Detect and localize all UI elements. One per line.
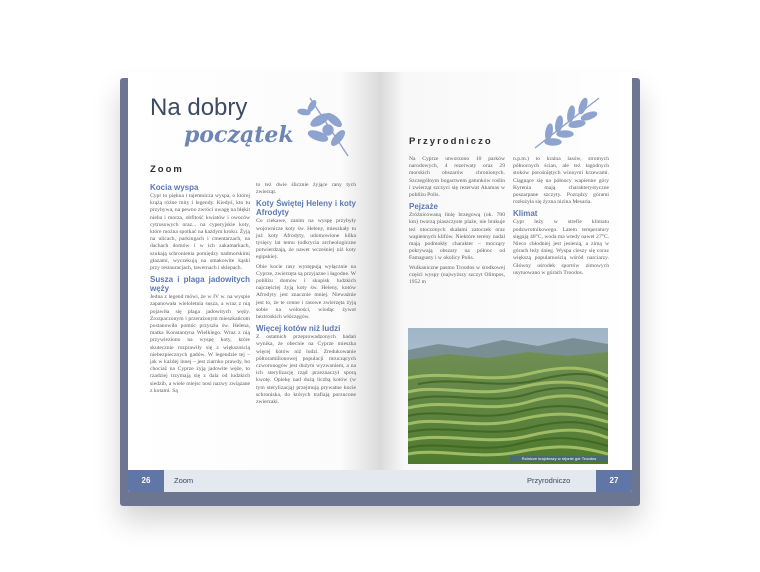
paragraph: to też dwie ślicznie żyjące rany tych zwierząt.: [256, 182, 356, 196]
paragraph: Z ostatnich przeprowadzonych badań wynika, że obecnie na Cyprze mieszka więcej kotów niż ludzi. Zredukowanie półtoramilionowej populacji mruczących czworonogów jest dużym wyzwaniem, a na ich sterylizację rząd przeznaczył sporą kwotę. Opiekę nad dużą liczbą kotów (w tym sterylizacją) przejmują prywatne kocie schroniska, do których trafiają porzucone zwierzaki.: [256, 334, 356, 406]
page-number: 27: [596, 470, 632, 492]
paragraph: Co ciekawe, zanim na wyspę przybyły wojownicze koty św. Heleny, mieszkały tu już koty Afrodyty, udomowione kilka tysięcy lat temu (odkrycia archeologiczne potwierdzają, że nawet wcześniej niż koty egipskie).: [256, 218, 356, 261]
paragraph: Na Cyprze utworzono 10 parków narodowych, 4 rezerwaty oraz 29 morskich obszarów chronionych. Szczególnym bogactwem gatunków roślin i zwierząt szczyci się rezerwat Akamas w pobliżu Polis.: [409, 156, 505, 199]
right-footer: [379, 470, 632, 492]
footer-label: Zoom: [174, 476, 194, 485]
landscape-photo: [408, 328, 608, 464]
subheading-susza: Susza i plaga jadowitych węży: [150, 275, 250, 294]
paragraph: Cypr leży w strefie klimatu podzwrotnikowego. Latem temperatury sięgają 40°C, woda ma wtedy nawet 27°C. Nieco chłodniej jest jesienią, a zimą w górach leży śnieg. Wyspa cieszy się coraz większą popularnością wśród narciarzy. Główny ośrodek sportów zimowych usytuowano w górach Troodos.: [513, 219, 609, 276]
paragraph: Jedna z legend mówi, że w IV w. na wyspie zapanowała wieloletnia susza, a wraz z nią pojawiła się plaga jadowitych węży. Zrozpaczonym i przerażonym mieszkańcom postanowiła pomóc przyszła św. Helena, matka Konstantyna Wielkiego. Wraz z nią przywieziono na wyspę koty, które skutecznie rozprawiły się z większością niebezpiecznych gadów. W legendzie tej – jak w każdej innej – jest ziarnko prawdy, bo chociaż na Cyprze żyją jadowite węże, to rzadziej trzymają się z dala od ludzkich siedzib, a wiele miejsc nosi nazwy związane z kotami. Są: [150, 294, 250, 394]
left-footer: [128, 470, 379, 492]
section-heading-zoom: Zoom: [150, 164, 184, 175]
subheading-kocia-wyspa: Kocia wyspa: [150, 183, 199, 192]
page-title-line2: początek: [184, 122, 294, 148]
right-column-1: [409, 156, 505, 288]
left-column-2: [256, 182, 356, 408]
subheading-pejzaze: Pejzaże: [409, 202, 438, 212]
right-page: [379, 72, 632, 492]
subheading-koty-heleny: Koty Świętej Heleny i koty Afrodyty: [256, 199, 356, 218]
photo-caption: Rolnicze krajobrazy w rejonie gór Troodos: [510, 456, 608, 462]
page-title-line1: Na dobry: [150, 94, 248, 121]
leaf-branch-icon: [527, 92, 607, 152]
subheading-klimat: Klimat: [513, 209, 538, 219]
section-heading-przyrodniczo: Przyrodniczo: [409, 136, 493, 147]
floral-illustration-icon: [290, 90, 360, 162]
paragraph: Obie kocie rasy występują wyłącznie na Cyprze, zwierzęta są przyjazne i łagodne. W pobliżu domów i skupisk ludzkich najczęściej żyją koty św. Heleny, kotów Afrodyty jest znacznie mniej. Nieważnie jest to, że te cenne i rasowe zwierzęta żyją sobie na wolności, wiodąc żywot beztroskich włóczęgów.: [256, 263, 356, 321]
book: [120, 72, 640, 502]
paragraph: Wulkaniczne pasmo Troodos w środkowej części wyspy (najwyższy szczyt Olimpos, 1952 m: [409, 264, 505, 286]
left-page: [128, 72, 379, 492]
paragraph: Zróżnicowaną linię brzegową (ok. 700 km) tworzą piaszczyste plaże, nie brakuje też otoczonych skałami zatoczek oraz wapiennych klifów. Niektóre tereny nadal mają podmokły charakter – mocząry pokrywają obszary na północ od Famagusty i w okolicy Polis.: [409, 212, 505, 262]
subheading-wiecej-kotow: Więcej kotów niż ludzi: [256, 324, 341, 334]
paragraph: Cypr to piękna i tajemnicza wyspa, o której krążą różne mity i legendy. Kiedyś, kto tu przybywa, na pewno zwróci uwagę na błękit nieba i morza, obfitość kwiatów i owoców cytrusowych oraz... na cyperyjskie koty, które można spotkać na każdym kroku. Żyją na ulicach, parkingach i cmentarzach, na dachach domów i w ich zakamarkach, szukają schronienia pomiędzy nadmorskimi głazami, wyczekują na smakowite kąski przy restauracjach, tawernach i sklepach.: [150, 193, 250, 272]
page-number: 26: [128, 470, 164, 492]
left-column-1: [150, 180, 250, 397]
right-column-2: [513, 156, 609, 279]
footer-label: Przyrodniczo: [527, 476, 571, 485]
paragraph: n.p.m.) to kraina lasów, stromych północnych ścian, ale też łagodnych stoków porośniętych winnymi krzewami. Ciągnące się na północy wapienne góry Kyrenia mają charakterystyczne poszarpane szczyty. Pozrądzy górami rozłożyła się żyzna nizina Mesaria.: [513, 156, 609, 206]
terraced-hills-image: [408, 328, 608, 464]
